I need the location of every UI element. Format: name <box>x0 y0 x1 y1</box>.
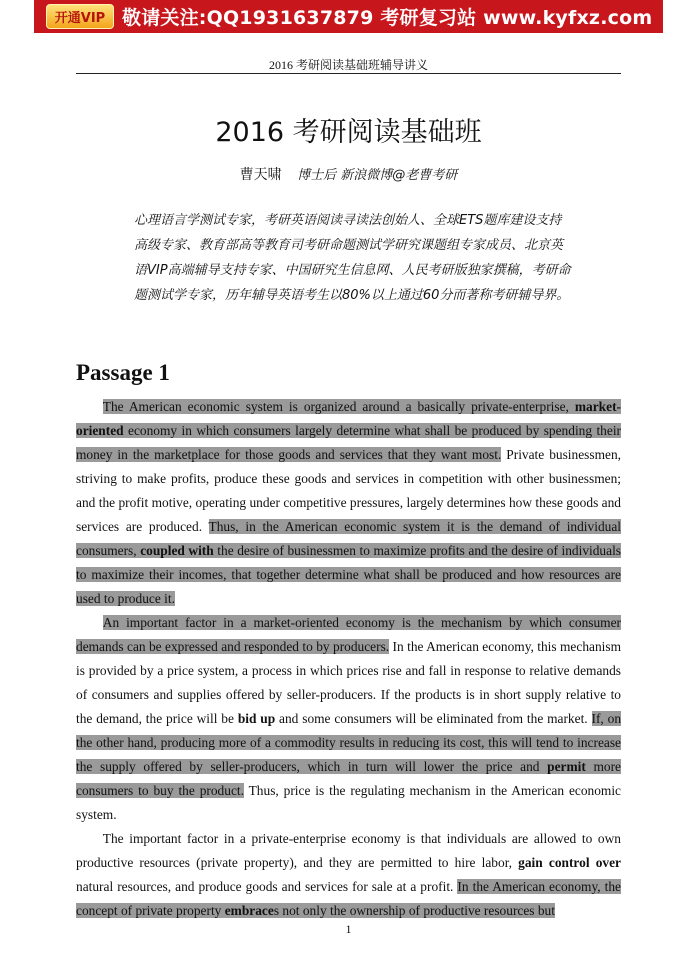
passage-body <box>76 395 621 923</box>
keyword-text: coupled with <box>140 543 214 558</box>
vip-badge[interactable]: 开通VIP <box>46 4 114 29</box>
highlighted-text: s not only the ownership of productive resources but <box>273 903 555 918</box>
passage-heading: Passage 1 <box>76 360 170 385</box>
document-title: 2016 考研阅读基础班 <box>215 117 482 148</box>
passage-text: In the American economy, this mechanism is provided by a price system, a process in which prices rise and fall in response to relative demands of consumers and supplies offered by seller-producers. If the products is in short supply relative to the demand, the price will be <box>76 639 621 726</box>
author-bio: 心理语言学测试专家，考研英语阅读寻读法创始人、全球ETS题库建设支持高级专家、教育部高等教育司考研命题测试学研究课题组专家成员、北京英语VIP高端辅导支持专家、中国研究生信息网、人民考研版独家撰稿，考研命题测试学专家，历年辅导英语考生以80%以上通过60分而著称考研辅导界。 <box>134 213 571 303</box>
highlighted-text: In the American economy, the concept of private property <box>76 879 621 918</box>
highlighted-text: Thus, in the American economic system it is the demand of individual consumers, <box>76 519 621 558</box>
banner-text: 敬请关注:QQ1931637879 考研复习站 www.kyfxz.com <box>122 7 653 29</box>
highlighted-text: more consumers to buy the product. <box>76 759 621 798</box>
highlighted-text: economy in which consumers largely determine what shall be produced by spending their money in the marketplace for those goods and services that they want most. <box>76 423 621 462</box>
passage-text: Private businessmen, striving to make profits, produce these goods and services in competition with other businessmen; and the profit motive, operating under competitive pressures, largely determines how these goods and services are produced. <box>76 447 621 534</box>
highlighted-text: If, on the other hand, producing more of a commodity results in reducing its cost, this will tend to increase the supply offered by seller-producers, which in turn will lower the price and <box>76 711 622 774</box>
keyword-text: permit <box>547 759 586 774</box>
passage-text: and some consumers will be eliminated from the market. <box>275 711 592 726</box>
highlighted-text: An important factor in a market-oriented economy is the mechanism by which consumer demands can be expressed and responded to by producers. <box>76 615 621 654</box>
passage-paragraph <box>76 395 621 611</box>
keyword-text: market-oriented <box>76 399 621 438</box>
highlighted-text: The American economic system is organized around a basically private-enterprise, <box>102 399 575 414</box>
author-tagline: 博士后 新浪微博@老曹考研 <box>297 168 458 183</box>
author-line <box>76 164 621 184</box>
running-header: 2016 考研阅读基础班辅导讲义 <box>268 58 428 72</box>
keyword-text: gain control over <box>518 855 622 870</box>
highlighted-text: the desire of businessmen to maximize profits and the desire of individuals to maximize their incomes, that together determine what shall be produced and how resources are used to produce it. <box>76 543 621 606</box>
passage-paragraph <box>76 611 621 827</box>
header-divider <box>76 73 621 74</box>
page-number: 1 <box>345 922 352 936</box>
keyword-text: embrace <box>224 903 274 918</box>
keyword-text: bid up <box>237 711 276 726</box>
author-name: 曹天啸 <box>239 168 282 183</box>
passage-text: Thus, price is the regulating mechanism in the American economic system. <box>76 783 621 822</box>
passage-text: natural resources, and produce goods and services for sale at a profit. <box>76 879 458 894</box>
passage-text: The important factor in a private-enterprise economy is that individuals are allowed to own productive resources (private property), and they are permitted to hire labor, <box>76 831 621 870</box>
passage-paragraph <box>76 827 621 923</box>
promo-banner[interactable] <box>34 0 663 33</box>
